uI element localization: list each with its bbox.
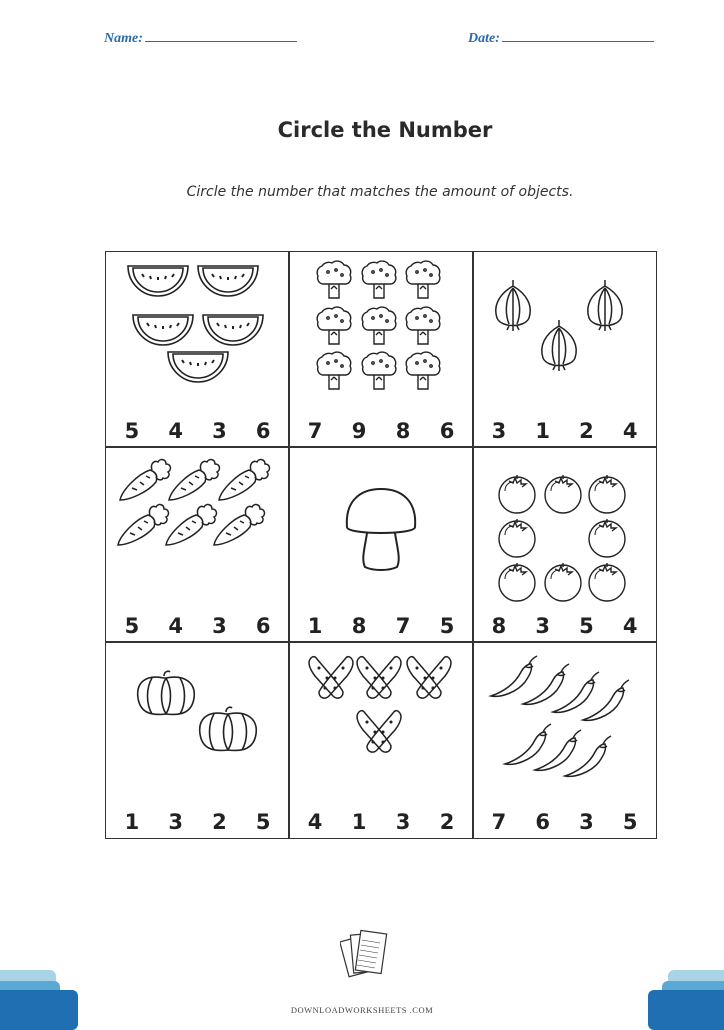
- tomato-icon: [589, 563, 625, 601]
- chili-pepper-icon: [583, 680, 629, 720]
- number-choice[interactable]: 6: [535, 810, 550, 834]
- onion-icon: [588, 280, 622, 331]
- number-choice[interactable]: 5: [255, 810, 271, 834]
- number-choice[interactable]: 7: [307, 419, 323, 443]
- name-field[interactable]: [104, 30, 297, 47]
- number-choice[interactable]: 4: [307, 810, 323, 834]
- number-choice[interactable]: 4: [168, 419, 183, 443]
- date-label: Date:: [468, 31, 500, 46]
- number-choice[interactable]: 4: [168, 614, 183, 638]
- footer-brand[interactable]: DOWNLOADWORKSHEETS .COM: [290, 1005, 434, 1015]
- chili-pepper-icon: [491, 656, 537, 696]
- page-title: Circle the Number: [277, 118, 493, 142]
- cell-broccoli: [288, 251, 474, 448]
- cell-tomato: [472, 446, 657, 643]
- watermelon-slice-icon: [128, 266, 188, 296]
- cell-watermelon: [105, 251, 290, 448]
- number-choices: [473, 802, 656, 842]
- number-choice[interactable]: 8: [491, 614, 507, 638]
- watermelon-slice-icon: [168, 352, 228, 382]
- number-choices: [289, 606, 473, 646]
- broccoli-icon: [362, 261, 396, 298]
- date-field[interactable]: [468, 30, 654, 47]
- broccoli-icon: [406, 307, 440, 344]
- broccoli-icon: [362, 352, 396, 389]
- number-choice[interactable]: 2: [439, 810, 455, 834]
- date-line[interactable]: [502, 30, 654, 42]
- number-choice[interactable]: 5: [124, 419, 140, 443]
- number-choice[interactable]: 3: [168, 810, 183, 834]
- broccoli-icon: [406, 261, 440, 298]
- watermelon-slice-icon: [133, 315, 193, 345]
- number-choices: [473, 411, 656, 451]
- number-choice[interactable]: 2: [212, 810, 227, 834]
- number-choices: [289, 802, 473, 842]
- carrot-icon: [120, 460, 170, 500]
- onion-icon: [496, 280, 530, 331]
- tomato-icon: [499, 475, 535, 513]
- number-choice[interactable]: 3: [395, 810, 411, 834]
- onion-icon: [542, 320, 576, 371]
- number-choices: [289, 411, 473, 451]
- carrot-icon: [169, 460, 219, 500]
- cell-mushroom: [288, 446, 474, 643]
- number-choice[interactable]: 1: [535, 419, 550, 443]
- number-choice[interactable]: 6: [255, 614, 271, 638]
- cell-chili-pepper: [472, 641, 657, 839]
- broccoli-icon: [406, 352, 440, 389]
- number-choice[interactable]: 2: [579, 419, 594, 443]
- number-choice[interactable]: 8: [395, 419, 411, 443]
- worksheet-grid: [105, 251, 657, 839]
- number-choice[interactable]: 3: [579, 810, 594, 834]
- cucumber-icon: [357, 657, 401, 698]
- name-label: Name:: [104, 31, 143, 46]
- tomato-icon: [499, 563, 535, 601]
- number-choice[interactable]: 6: [255, 419, 271, 443]
- number-choice[interactable]: 5: [622, 810, 638, 834]
- number-choice[interactable]: 3: [535, 614, 550, 638]
- broccoli-icon: [317, 261, 351, 298]
- number-choice[interactable]: 7: [491, 810, 507, 834]
- cucumber-icon: [357, 711, 401, 752]
- number-choices: [106, 606, 289, 646]
- number-choice[interactable]: 5: [579, 614, 594, 638]
- carrot-icon: [118, 505, 168, 545]
- number-choice[interactable]: 9: [351, 419, 367, 443]
- broccoli-icon: [317, 352, 351, 389]
- number-choice[interactable]: 6: [439, 419, 455, 443]
- number-choices: [106, 411, 289, 451]
- broccoli-icon: [362, 307, 396, 344]
- tomato-icon: [589, 519, 625, 557]
- pumpkin-icon: [200, 707, 257, 750]
- tomato-icon: [499, 519, 535, 557]
- carrot-icon: [214, 505, 264, 545]
- carrot-icon: [219, 460, 269, 500]
- tomato-icon: [545, 475, 581, 513]
- number-choice[interactable]: 7: [395, 614, 411, 638]
- number-choices: [106, 802, 289, 842]
- tomato-icon: [589, 475, 625, 513]
- carrot-icon: [166, 505, 216, 545]
- chili-pepper-icon: [553, 672, 599, 712]
- number-choice[interactable]: 1: [351, 810, 367, 834]
- number-choices: [473, 606, 656, 646]
- number-choice[interactable]: 4: [622, 614, 638, 638]
- cell-pumpkin: [105, 641, 290, 839]
- watermelon-slice-icon: [203, 315, 263, 345]
- cell-carrot: [105, 446, 290, 643]
- cucumber-icon: [309, 657, 353, 698]
- number-choice[interactable]: 1: [124, 810, 140, 834]
- watermelon-slice-icon: [198, 266, 258, 296]
- number-choice[interactable]: 1: [307, 614, 323, 638]
- tomato-icon: [545, 563, 581, 601]
- number-choice[interactable]: 3: [491, 419, 507, 443]
- cell-cucumber: [288, 641, 474, 839]
- name-line[interactable]: [145, 30, 297, 42]
- worksheets-logo-icon: [340, 928, 390, 998]
- mushroom-icon: [347, 489, 415, 570]
- number-choice[interactable]: 5: [124, 614, 140, 638]
- cucumber-icon: [407, 657, 451, 698]
- instruction-text: Circle the number that matches the amount of objects.: [186, 184, 574, 200]
- chili-pepper-icon: [523, 664, 569, 704]
- number-choice[interactable]: 5: [439, 614, 455, 638]
- chili-pepper-icon: [505, 724, 551, 764]
- number-choice[interactable]: 4: [622, 419, 638, 443]
- number-choice[interactable]: 8: [351, 614, 367, 638]
- number-choice[interactable]: 3: [212, 419, 227, 443]
- number-choice[interactable]: 3: [212, 614, 227, 638]
- broccoli-icon: [317, 307, 351, 344]
- pumpkin-icon: [138, 671, 195, 714]
- cell-onion: [472, 251, 657, 448]
